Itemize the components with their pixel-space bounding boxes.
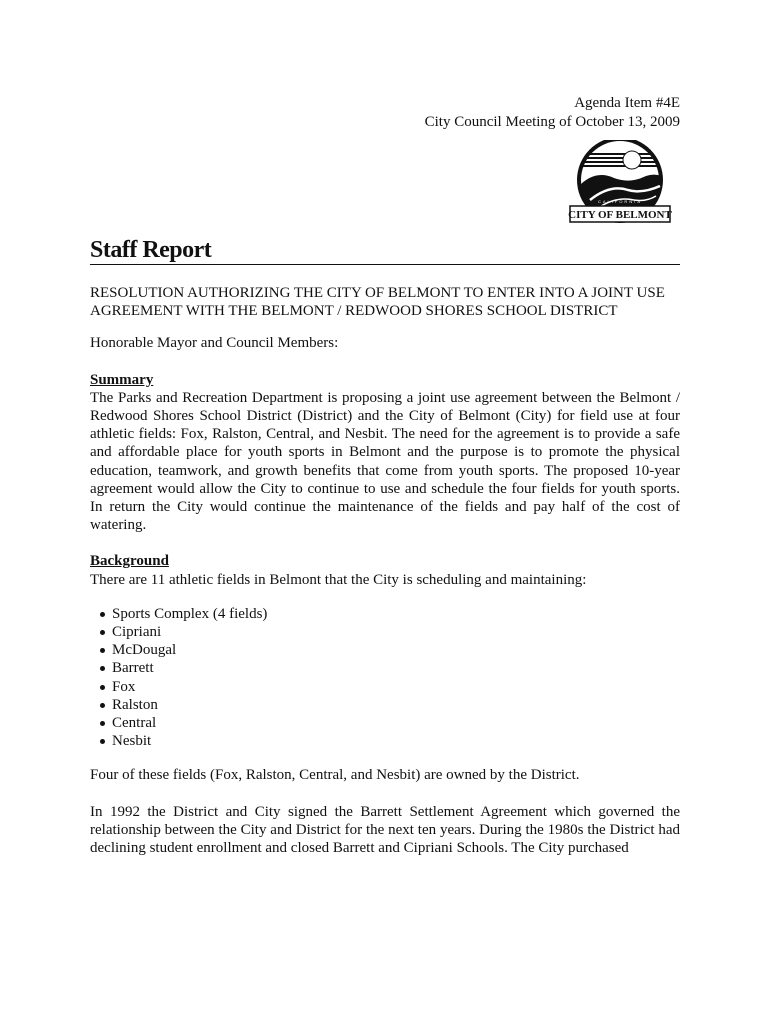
agenda-item: Agenda Item #4E	[574, 95, 680, 111]
owned-fields-text: Four of these fields (Fox, Ralston, Central, and Nesbit) are owned by the District.	[90, 767, 580, 784]
header-block	[425, 94, 680, 132]
list-item: Fox	[112, 678, 680, 696]
list-item: Cipriani	[112, 623, 680, 641]
list-item: Nesbit	[112, 732, 680, 750]
summary-heading: Summary	[90, 371, 154, 388]
fields-list	[90, 605, 680, 751]
summary-text: The Parks and Recreation Department is proposing a joint use agreement between the Belmont / Redwood Shores School District (District) and the City of Belmont (City) for field use at four athletic fields: Fox, Ralston, Central, and Nesbit. The need for the agreement is to provide a safe and affordable place for youth sports in Belmont and the purpose is to promote the physical education, teamwork, and growth benefits that come from youth sports. The proposed 10-year agreement would allow the City to continue to use and schedule the four fields for youth sports. In return the City would continue the maintenance of the fields and pay half of the cost of watering.	[90, 389, 680, 534]
list-item: Barrett	[112, 659, 680, 677]
report-body	[90, 284, 680, 857]
list-item: McDougal	[112, 641, 680, 659]
list-item: Ralston	[112, 696, 680, 714]
resolution-title: RESOLUTION AUTHORIZING THE CITY OF BELMONT TO ENTER INTO A JOINT USE AGREEMENT WITH THE BELMONT / REDWOOD SHORES SCHOOL DISTRICT	[90, 285, 665, 320]
salutation: Honorable Mayor and Council Members:	[90, 335, 339, 352]
background-intro: There are 11 athletic fields in Belmont that the City is scheduling and maintaining:	[90, 571, 587, 588]
background-heading: Background	[90, 553, 169, 570]
meeting-date: City Council Meeting of October 13, 2009	[424, 114, 680, 130]
seal-banner-text: CITY OF BELMONT	[568, 209, 672, 221]
list-item: Sports Complex (4 fields)	[112, 605, 680, 623]
seal-arc-text: CALIFORNIA	[597, 199, 643, 204]
city-seal-icon	[568, 140, 672, 228]
city-seal-logo	[568, 140, 672, 228]
history-text: In 1992 the District and City signed the Barrett Settlement Agreement which governed the relationship between the City and District for the next ten years. During the 1980s the District had declining student enrollment and closed Barrett and Cipriani Schools. The City purchased	[90, 803, 680, 857]
list-item: Central	[112, 714, 680, 732]
page-title: Staff Report	[90, 236, 680, 265]
